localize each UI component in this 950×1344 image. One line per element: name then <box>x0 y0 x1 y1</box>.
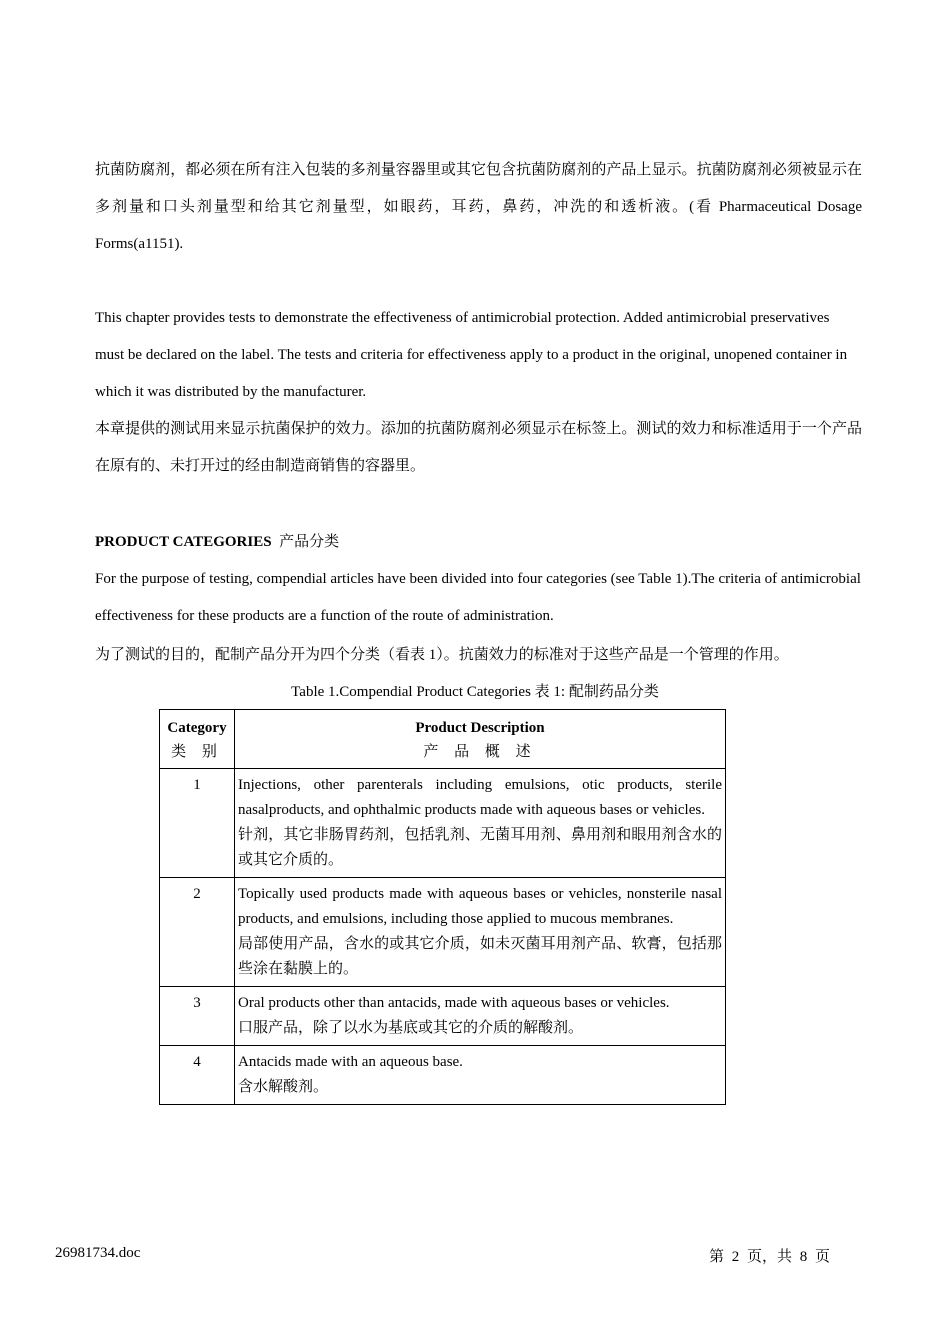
description-en: Injections, other parenterals including emulsions, otic products, sterile nasalproducts, and ophthalmic products made with aqueous bases or vehicles. <box>238 777 722 818</box>
header-description-zh: 产 品 概 述 <box>423 744 537 760</box>
description-en: Topically used products made with aqueous bases or vehicles, nonsterile nasal products, and emulsions, including those applied to mucous membranes. <box>238 886 722 927</box>
category-description <box>235 987 726 1046</box>
category-number: 1 <box>160 769 235 878</box>
category-description <box>235 769 726 878</box>
table-row <box>160 987 726 1046</box>
header-category <box>160 710 235 769</box>
chapter-paragraph-en: This chapter provides tests to demonstrate the effectiveness of antimicrobial protection. Added antimicrobial preservatives must be declared on the label. The tests and criteria for effectiveness apply to a product in the original, unopened container in which it was distributed by the manufacturer. <box>95 310 848 400</box>
header-category-zh: 类 别 <box>171 744 223 760</box>
footer-filename: 26981734.doc <box>55 1245 141 1261</box>
table-row <box>160 1046 726 1105</box>
category-description <box>235 1046 726 1105</box>
categories-paragraph-zh: 为了测试的目的，配制产品分开为四个分类（看表 1）。抗菌效力的标准对于这些产品是一个管理的作用。 <box>95 647 789 663</box>
description-zh: 针剂，其它非肠胃药剂，包括乳剂、无菌耳用剂、鼻用剂和眼用剂含水的或其它介质的。 <box>238 827 722 868</box>
description-en: Antacids made with an aqueous base. <box>238 1054 463 1070</box>
category-number: 3 <box>160 987 235 1046</box>
category-number: 2 <box>160 878 235 987</box>
description-zh: 口服产品，除了以水为基底或其它的介质的解酸剂。 <box>238 1020 584 1036</box>
header-category-en: Category <box>167 720 227 736</box>
product-categories-table <box>159 709 726 1105</box>
description-en: Oral products other than antacids, made with aqueous bases or vehicles. <box>238 995 670 1011</box>
table-row <box>160 878 726 987</box>
section-heading-zh: 产品分类 <box>279 534 340 550</box>
category-number: 4 <box>160 1046 235 1105</box>
section-heading-en: PRODUCT CATEGORIES <box>95 534 272 550</box>
description-zh: 局部使用产品，含水的或其它介质，如未灭菌耳用剂产品、软膏，包括那些涂在黏膜上的。 <box>238 936 722 977</box>
table-header-row <box>160 710 726 769</box>
header-description <box>235 710 726 769</box>
footer-page-number: 第 2 页，共 8 页 <box>708 1249 830 1265</box>
table-row <box>160 769 726 878</box>
intro-paragraph: 抗菌防腐剂，都必须在所有注入包装的多剂量容器里或其它包含抗菌防腐剂的产品上显示。抗菌防腐剂必须被显示在多剂量和口头剂量型和给其它剂量型，如眼药，耳药，鼻药，冲洗的和透析液。(看 Pharmaceutical Dosage Forms(a1151). <box>95 162 862 252</box>
description-zh: 含水解酸剂。 <box>238 1079 329 1095</box>
header-description-en: Product Description <box>415 720 545 736</box>
categories-paragraph-en: For the purpose of testing, compendial articles have been divided into four categories (see Table 1).The criteria of antimicrobial effectiveness for these products are a function of the route of administration. <box>95 571 861 624</box>
category-description <box>235 878 726 987</box>
section-heading <box>95 528 339 556</box>
chapter-paragraph-zh: 本章提供的测试用来显示抗菌保护的效力。添加的抗菌防腐剂必须显示在标签上。测试的效力和标准适用于一个产品在原有的、未打开过的经由制造商销售的容器里。 <box>95 421 862 474</box>
table-caption: Table 1.Compendial Product Categories 表 1: 配制药品分类 <box>291 684 659 700</box>
